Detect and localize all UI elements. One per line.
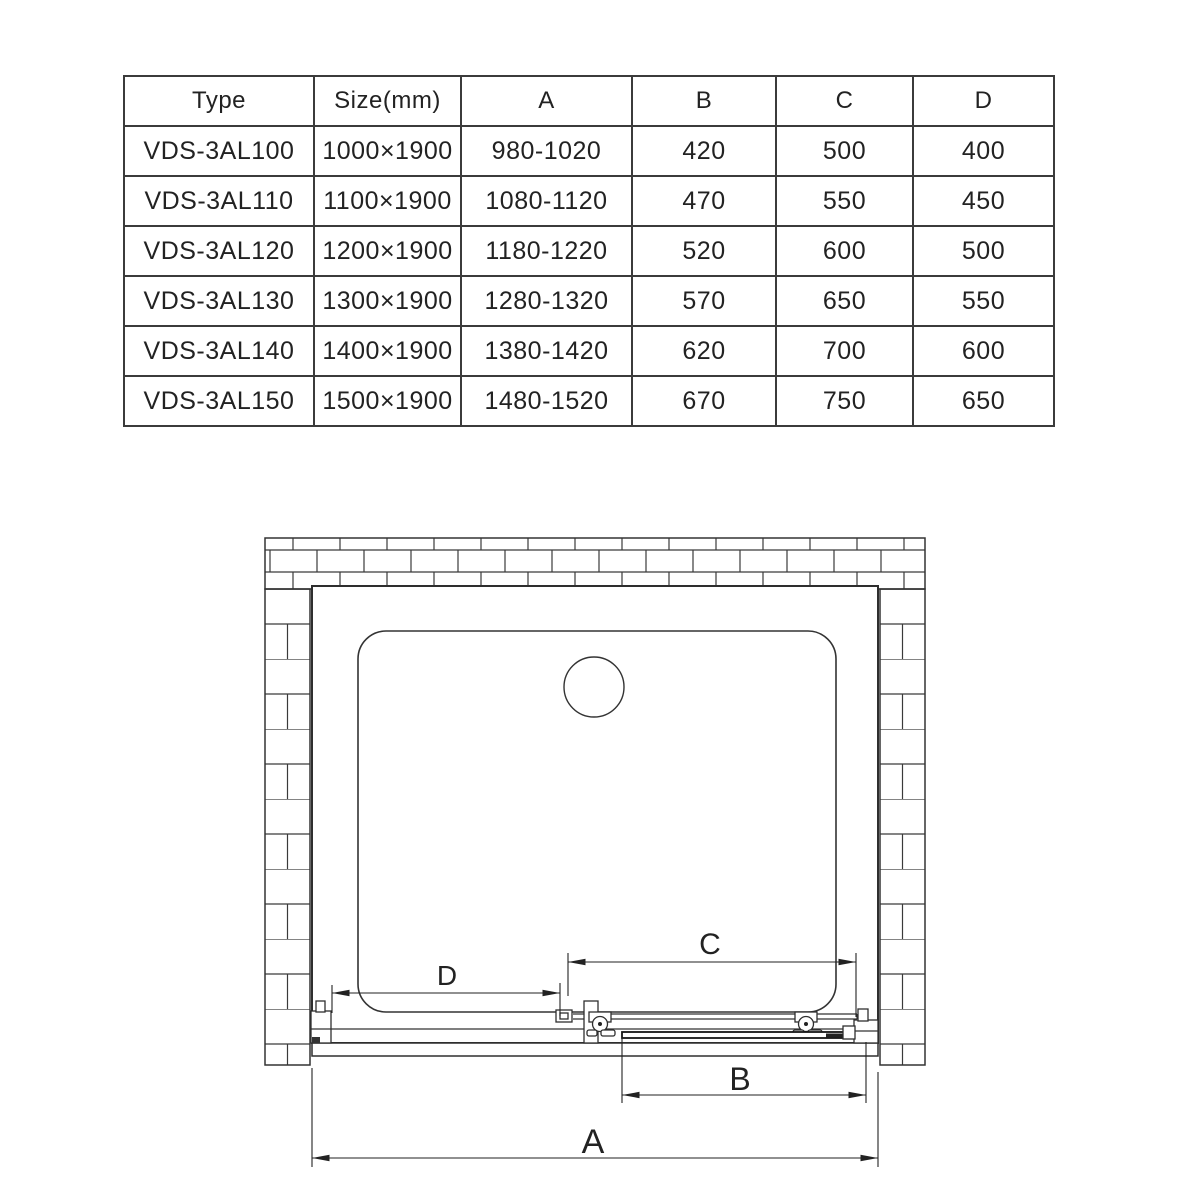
value-cell: 470 bbox=[632, 176, 776, 226]
value-cell: 600 bbox=[913, 326, 1054, 376]
col-header-sizemm: Size(mm) bbox=[314, 76, 461, 126]
value-cell: 1200×1900 bbox=[314, 226, 461, 276]
brick-wall-right bbox=[880, 589, 925, 1065]
dim-label-a: A bbox=[581, 1123, 605, 1161]
col-header-d: D bbox=[913, 76, 1054, 126]
value-cell: 600 bbox=[776, 226, 913, 276]
value-cell: 570 bbox=[632, 276, 776, 326]
value-cell: 1500×1900 bbox=[314, 376, 461, 426]
value-cell: 1280-1320 bbox=[461, 276, 632, 326]
value-cell: 500 bbox=[913, 226, 1054, 276]
drain-circle bbox=[564, 657, 624, 717]
door-handle-inner bbox=[560, 1013, 568, 1019]
value-cell: 1300×1900 bbox=[314, 276, 461, 326]
dim-label-c: C bbox=[699, 928, 721, 961]
value-cell: 550 bbox=[913, 276, 1054, 326]
value-cell: 670 bbox=[632, 376, 776, 426]
value-cell: 550 bbox=[776, 176, 913, 226]
value-cell: 520 bbox=[632, 226, 776, 276]
model-cell: VDS-3AL130 bbox=[124, 276, 314, 326]
model-cell: VDS-3AL110 bbox=[124, 176, 314, 226]
panel-seal bbox=[826, 1034, 844, 1038]
value-cell: 700 bbox=[776, 326, 913, 376]
value-cell: 1380-1420 bbox=[461, 326, 632, 376]
col-header-a: A bbox=[461, 76, 632, 126]
brick-wall-top bbox=[265, 538, 925, 589]
value-cell: 650 bbox=[913, 376, 1054, 426]
value-cell: 1100×1900 bbox=[314, 176, 461, 226]
value-cell: 450 bbox=[913, 176, 1054, 226]
value-cell: 620 bbox=[632, 326, 776, 376]
value-cell: 420 bbox=[632, 126, 776, 176]
dim-label-b: B bbox=[729, 1061, 751, 1097]
brick-wall-left bbox=[265, 589, 310, 1065]
value-cell: 1480-1520 bbox=[461, 376, 632, 426]
value-cell: 1000×1900 bbox=[314, 126, 461, 176]
bottom-sill-profile bbox=[312, 1043, 878, 1056]
col-header-type: Type bbox=[124, 76, 314, 126]
dimension-a bbox=[312, 1068, 878, 1167]
value-cell: 1400×1900 bbox=[314, 326, 461, 376]
value-cell: 750 bbox=[776, 376, 913, 426]
value-cell: 650 bbox=[776, 276, 913, 326]
value-cell: 1180-1220 bbox=[461, 226, 632, 276]
col-header-b: B bbox=[632, 76, 776, 126]
model-cell: VDS-3AL150 bbox=[124, 376, 314, 426]
model-cell: VDS-3AL100 bbox=[124, 126, 314, 176]
value-cell: 980-1020 bbox=[461, 126, 632, 176]
dim-label-d: D bbox=[436, 960, 458, 991]
value-cell: 500 bbox=[776, 126, 913, 176]
col-header-c: C bbox=[776, 76, 913, 126]
model-cell: VDS-3AL120 bbox=[124, 226, 314, 276]
value-cell: 400 bbox=[913, 126, 1054, 176]
value-cell: 1080-1120 bbox=[461, 176, 632, 226]
model-cell: VDS-3AL140 bbox=[124, 326, 314, 376]
